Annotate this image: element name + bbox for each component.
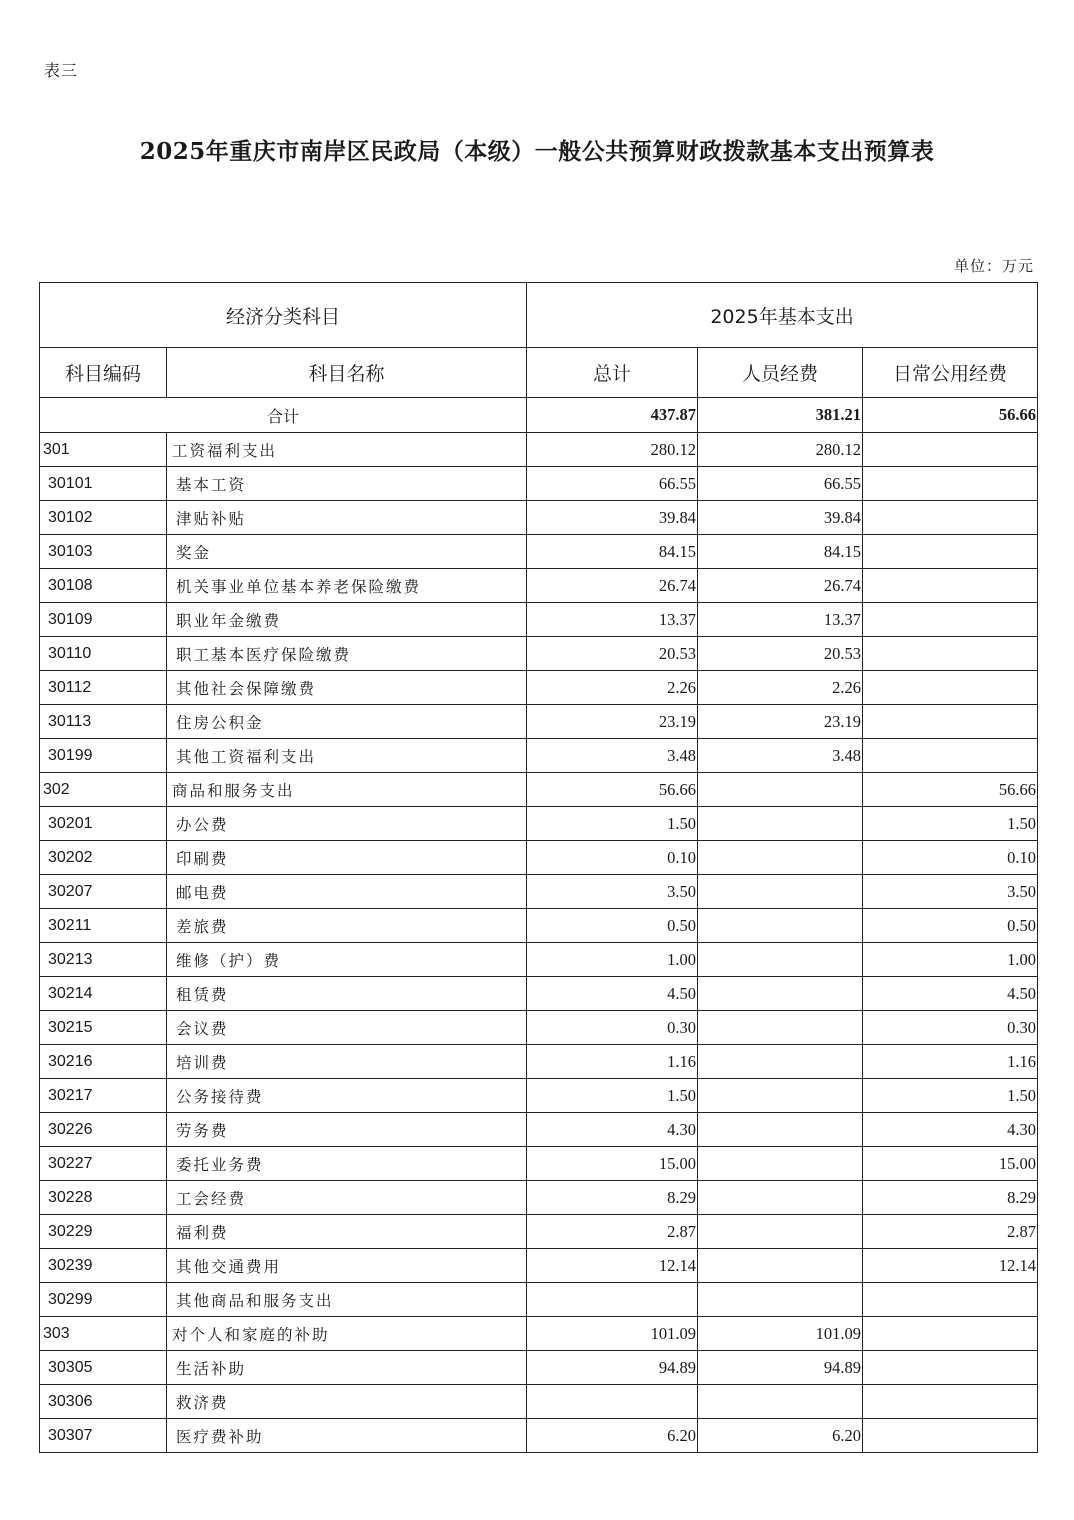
row-personnel [698, 977, 863, 1011]
row-name: 对个人和家庭的补助 [167, 1317, 527, 1351]
unit-label: 单位：万元 [953, 257, 1034, 275]
row-personnel: 13.37 [698, 603, 863, 637]
row-name: 公务接待费 [167, 1079, 527, 1113]
row-total: 15.00 [527, 1147, 698, 1181]
row-code: 30201 [40, 807, 167, 841]
row-code: 30112 [40, 671, 167, 705]
row-total: 4.50 [527, 977, 698, 1011]
total-public: 56.66 [863, 398, 1038, 433]
table-row [40, 739, 1038, 773]
row-name: 基本工资 [167, 467, 527, 501]
row-personnel [698, 909, 863, 943]
row-name: 办公费 [167, 807, 527, 841]
row-total: 1.50 [527, 1079, 698, 1113]
table-number-label: 表三 [44, 61, 79, 80]
table-row [40, 1181, 1038, 1215]
row-public: 1.50 [863, 1079, 1038, 1113]
row-total: 94.89 [527, 1351, 698, 1385]
row-total: 101.09 [527, 1317, 698, 1351]
row-personnel [698, 773, 863, 807]
row-name: 委托业务费 [167, 1147, 527, 1181]
row-name: 差旅费 [167, 909, 527, 943]
row-personnel: 280.12 [698, 433, 863, 467]
table-row [40, 501, 1038, 535]
row-public: 15.00 [863, 1147, 1038, 1181]
row-name: 生活补助 [167, 1351, 527, 1385]
table-row [40, 1419, 1038, 1453]
table-row [40, 1385, 1038, 1419]
row-personnel [698, 1215, 863, 1249]
header-total: 总计 [527, 348, 698, 398]
row-name: 福利费 [167, 1215, 527, 1249]
row-name: 医疗费补助 [167, 1419, 527, 1453]
table-row [40, 1147, 1038, 1181]
row-public: 1.16 [863, 1045, 1038, 1079]
row-total: 13.37 [527, 603, 698, 637]
row-public: 1.00 [863, 943, 1038, 977]
row-code: 30207 [40, 875, 167, 909]
row-name: 培训费 [167, 1045, 527, 1079]
row-total [527, 1283, 698, 1317]
row-personnel [698, 1181, 863, 1215]
row-public [863, 569, 1038, 603]
table-row [40, 977, 1038, 1011]
row-total: 56.66 [527, 773, 698, 807]
row-public: 1.50 [863, 807, 1038, 841]
row-name: 救济费 [167, 1385, 527, 1419]
table-row [40, 705, 1038, 739]
row-code: 30213 [40, 943, 167, 977]
row-personnel: 26.74 [698, 569, 863, 603]
row-public [863, 501, 1038, 535]
row-personnel [698, 1385, 863, 1419]
row-code: 30299 [40, 1283, 167, 1317]
row-name: 津贴补贴 [167, 501, 527, 535]
row-name: 租赁费 [167, 977, 527, 1011]
row-code: 30103 [40, 535, 167, 569]
row-name: 住房公积金 [167, 705, 527, 739]
table-row [40, 1351, 1038, 1385]
row-code: 30113 [40, 705, 167, 739]
table-row [40, 467, 1038, 501]
row-total: 84.15 [527, 535, 698, 569]
row-name: 其他交通费用 [167, 1249, 527, 1283]
row-name: 工会经费 [167, 1181, 527, 1215]
row-code: 30102 [40, 501, 167, 535]
row-personnel: 101.09 [698, 1317, 863, 1351]
table-row [40, 807, 1038, 841]
table-row [40, 773, 1038, 807]
row-name: 商品和服务支出 [167, 773, 527, 807]
row-public [863, 705, 1038, 739]
row-name: 职工基本医疗保险缴费 [167, 637, 527, 671]
row-public: 2.87 [863, 1215, 1038, 1249]
row-total: 66.55 [527, 467, 698, 501]
row-name: 其他商品和服务支出 [167, 1283, 527, 1317]
row-personnel [698, 875, 863, 909]
total-total: 437.87 [527, 398, 698, 433]
row-code: 30199 [40, 739, 167, 773]
table-row [40, 909, 1038, 943]
row-personnel [698, 1011, 863, 1045]
row-personnel [698, 943, 863, 977]
row-personnel [698, 841, 863, 875]
row-public: 4.30 [863, 1113, 1038, 1147]
row-name: 其他社会保障缴费 [167, 671, 527, 705]
row-public [863, 603, 1038, 637]
row-code: 30217 [40, 1079, 167, 1113]
header-row-columns [40, 348, 1038, 398]
table-row [40, 603, 1038, 637]
row-personnel [698, 1045, 863, 1079]
row-public [863, 671, 1038, 705]
table-row [40, 1317, 1038, 1351]
table-row [40, 1011, 1038, 1045]
row-code: 30215 [40, 1011, 167, 1045]
row-code: 30305 [40, 1351, 167, 1385]
table-row [40, 1113, 1038, 1147]
header-code: 科目编码 [40, 348, 167, 398]
header-basic-expenditure: 2025年基本支出 [527, 283, 1038, 348]
row-public: 0.30 [863, 1011, 1038, 1045]
row-public: 12.14 [863, 1249, 1038, 1283]
row-total: 3.50 [527, 875, 698, 909]
row-public [863, 467, 1038, 501]
row-total [527, 1385, 698, 1419]
row-public [863, 739, 1038, 773]
total-label: 合计 [40, 398, 527, 433]
row-name: 其他工资福利支出 [167, 739, 527, 773]
row-total: 23.19 [527, 705, 698, 739]
row-personnel: 2.26 [698, 671, 863, 705]
table-row [40, 875, 1038, 909]
header-public: 日常公用经费 [863, 348, 1038, 398]
table-row [40, 569, 1038, 603]
row-name: 印刷费 [167, 841, 527, 875]
total-personnel: 381.21 [698, 398, 863, 433]
row-total: 1.50 [527, 807, 698, 841]
row-public [863, 1317, 1038, 1351]
table-row [40, 1249, 1038, 1283]
row-public [863, 535, 1038, 569]
header-row-group [40, 283, 1038, 348]
row-name: 维修（护）费 [167, 943, 527, 977]
row-name: 邮电费 [167, 875, 527, 909]
row-personnel: 20.53 [698, 637, 863, 671]
row-code: 30214 [40, 977, 167, 1011]
row-code: 30211 [40, 909, 167, 943]
total-row [40, 398, 1038, 433]
row-code: 30216 [40, 1045, 167, 1079]
row-total: 3.48 [527, 739, 698, 773]
table-row [40, 637, 1038, 671]
row-personnel [698, 1283, 863, 1317]
row-total: 0.10 [527, 841, 698, 875]
row-name: 劳务费 [167, 1113, 527, 1147]
row-total: 26.74 [527, 569, 698, 603]
table-row [40, 841, 1038, 875]
table-row [40, 943, 1038, 977]
row-total: 20.53 [527, 637, 698, 671]
row-code: 30307 [40, 1419, 167, 1453]
row-total: 8.29 [527, 1181, 698, 1215]
row-code: 30109 [40, 603, 167, 637]
row-code: 301 [40, 433, 167, 467]
row-public [863, 1283, 1038, 1317]
row-total: 0.30 [527, 1011, 698, 1045]
header-personnel: 人员经费 [698, 348, 863, 398]
row-public [863, 433, 1038, 467]
row-personnel: 6.20 [698, 1419, 863, 1453]
row-name: 会议费 [167, 1011, 527, 1045]
row-personnel [698, 1113, 863, 1147]
row-public [863, 1351, 1038, 1385]
row-personnel [698, 807, 863, 841]
row-public: 4.50 [863, 977, 1038, 1011]
row-total: 1.16 [527, 1045, 698, 1079]
row-code: 30101 [40, 467, 167, 501]
row-public: 0.10 [863, 841, 1038, 875]
row-code: 30228 [40, 1181, 167, 1215]
table-row [40, 671, 1038, 705]
row-total: 39.84 [527, 501, 698, 535]
row-public: 56.66 [863, 773, 1038, 807]
row-code: 30227 [40, 1147, 167, 1181]
row-code: 302 [40, 773, 167, 807]
row-personnel [698, 1147, 863, 1181]
row-total: 280.12 [527, 433, 698, 467]
row-total: 2.87 [527, 1215, 698, 1249]
row-code: 30226 [40, 1113, 167, 1147]
header-economic-classification: 经济分类科目 [40, 283, 527, 348]
row-personnel: 39.84 [698, 501, 863, 535]
row-public [863, 1385, 1038, 1419]
table-row [40, 1045, 1038, 1079]
row-name: 职业年金缴费 [167, 603, 527, 637]
header-name: 科目名称 [167, 348, 527, 398]
row-code: 30202 [40, 841, 167, 875]
row-public: 8.29 [863, 1181, 1038, 1215]
row-personnel: 3.48 [698, 739, 863, 773]
row-total: 2.26 [527, 671, 698, 705]
row-total: 1.00 [527, 943, 698, 977]
table-row [40, 535, 1038, 569]
budget-table [39, 282, 1038, 1453]
row-personnel: 23.19 [698, 705, 863, 739]
row-personnel: 66.55 [698, 467, 863, 501]
row-personnel: 94.89 [698, 1351, 863, 1385]
table-row [40, 1215, 1038, 1249]
row-code: 30229 [40, 1215, 167, 1249]
row-total: 4.30 [527, 1113, 698, 1147]
row-personnel [698, 1249, 863, 1283]
row-code: 30108 [40, 569, 167, 603]
row-name: 机关事业单位基本养老保险缴费 [167, 569, 527, 603]
row-public: 0.50 [863, 909, 1038, 943]
table-row [40, 1283, 1038, 1317]
row-name: 奖金 [167, 535, 527, 569]
row-code: 30306 [40, 1385, 167, 1419]
row-public: 3.50 [863, 875, 1038, 909]
row-code: 30239 [40, 1249, 167, 1283]
row-code: 303 [40, 1317, 167, 1351]
row-code: 30110 [40, 637, 167, 671]
table-row [40, 433, 1038, 467]
row-personnel: 84.15 [698, 535, 863, 569]
row-public [863, 637, 1038, 671]
row-public [863, 1419, 1038, 1453]
row-total: 0.50 [527, 909, 698, 943]
row-personnel [698, 1079, 863, 1113]
table-row [40, 1079, 1038, 1113]
row-name: 工资福利支出 [167, 433, 527, 467]
page-title: 2025年重庆市南岸区民政局（本级）一般公共预算财政拨款基本支出预算表 [139, 138, 935, 165]
row-total: 6.20 [527, 1419, 698, 1453]
row-total: 12.14 [527, 1249, 698, 1283]
